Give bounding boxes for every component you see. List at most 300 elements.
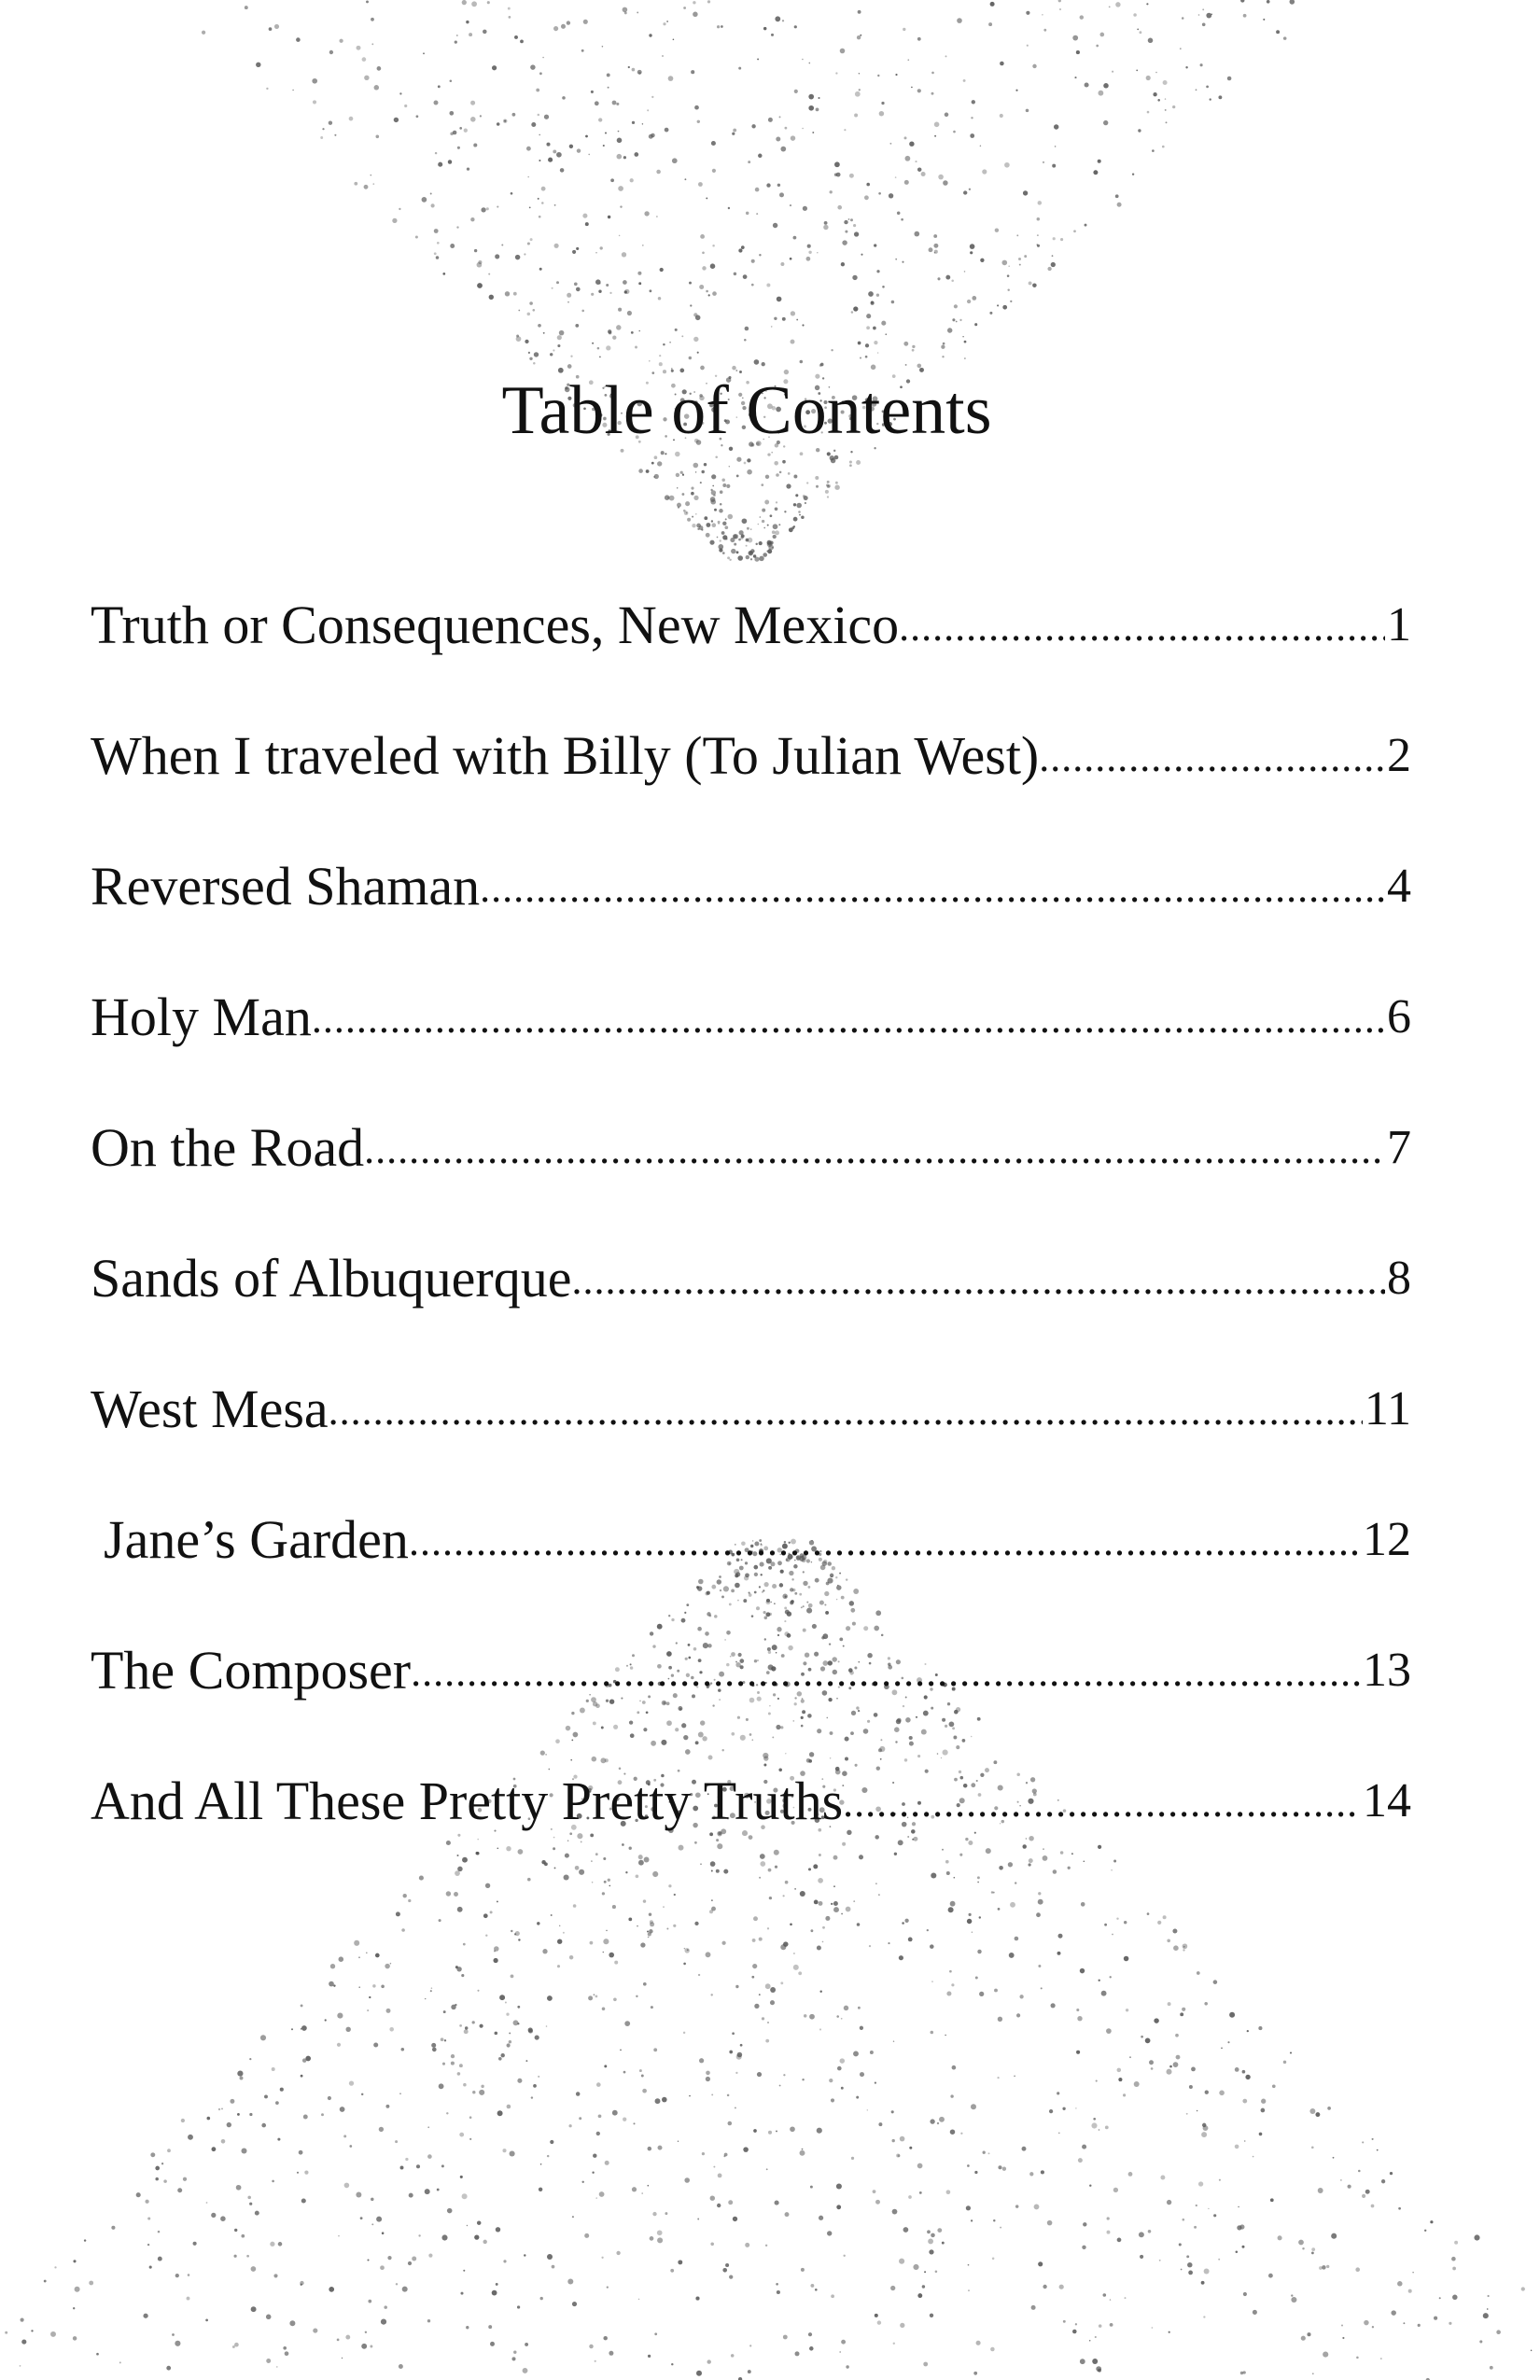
speckle-dot (1036, 1912, 1041, 1917)
speckle-dot (711, 1899, 713, 1901)
speckle-dot (1075, 2323, 1077, 2325)
speckle-dot (1137, 29, 1139, 31)
speckle-dot (477, 1990, 479, 1992)
speckle-dot (877, 352, 879, 354)
speckle-dot (1029, 2172, 1033, 2176)
speckle-dot (728, 2200, 733, 2205)
speckle-dot (479, 2090, 484, 2095)
speckle-dot (582, 214, 587, 218)
speckle-dot (802, 2149, 804, 2150)
speckle-dot (620, 205, 622, 207)
speckle-dot (384, 2305, 387, 2309)
speckle-dot (357, 46, 361, 50)
speckle-dot (706, 197, 707, 199)
speckle-dot (1267, 0, 1270, 4)
speckle-dot (637, 70, 642, 75)
speckle-dot (638, 2299, 640, 2301)
speckle-dot (321, 2113, 324, 2116)
speckle-dot (266, 2359, 271, 2363)
toc-entry[interactable] (91, 1241, 1411, 1372)
speckle-dot (710, 2195, 715, 2200)
speckle-dot (1390, 2172, 1393, 2175)
speckle-dot (1092, 2359, 1098, 2364)
speckle-dot (465, 2026, 468, 2029)
speckle-dot (494, 1946, 499, 1952)
speckle-dot (576, 287, 581, 292)
speckle-dot (770, 1987, 776, 1993)
speckle-dot (909, 141, 914, 146)
speckle-dot (1198, 2181, 1203, 2186)
speckle-dot (869, 1945, 871, 1947)
speckle-dot (656, 170, 661, 175)
speckle-dot (777, 2290, 780, 2294)
speckle-dot (768, 118, 773, 122)
speckle-dot (547, 2155, 549, 2157)
speckle-dot (1026, 11, 1029, 15)
speckle-dot (531, 2096, 533, 2098)
speckle-dot (791, 135, 795, 140)
speckle-dot (595, 1995, 597, 1997)
speckle-dot (205, 2319, 208, 2322)
speckle-dot (1038, 1965, 1041, 1967)
speckle-dot (745, 2243, 749, 2247)
speckle-dot (1160, 2176, 1165, 2180)
speckle-dot (731, 2354, 735, 2358)
speckle-dot (632, 2187, 637, 2191)
speckle-dot (526, 147, 531, 151)
toc-entry[interactable] (91, 1633, 1411, 1764)
speckle-dot (684, 511, 689, 515)
speckle-dot (691, 492, 694, 496)
speckle-dot (193, 2242, 197, 2246)
speckle-dot (802, 324, 804, 326)
speckle-dot (824, 221, 828, 225)
speckle-dot (499, 1995, 505, 2000)
speckle-dot (717, 2204, 721, 2207)
speckle-dot (1145, 2038, 1151, 2044)
speckle-dot (642, 123, 643, 124)
toc-entry[interactable] (91, 719, 1411, 849)
speckle-dot (511, 192, 513, 195)
speckle-dot (572, 250, 576, 254)
speckle-dot (1078, 2158, 1083, 2163)
speckle-dot (712, 485, 714, 487)
speckle-dot (971, 2219, 973, 2221)
speckle-dot (866, 326, 870, 329)
speckle-dot (1022, 2147, 1027, 2151)
speckle-dot (772, 530, 776, 534)
speckle-dot (759, 1994, 761, 1995)
speckle-dot (401, 1928, 405, 1932)
speckle-dot (1180, 2012, 1183, 2016)
speckle-dot (1154, 2018, 1158, 2023)
speckle-dot (937, 277, 940, 280)
speckle-dot (799, 514, 801, 516)
speckle-dot (399, 208, 400, 210)
speckle-dot (856, 2096, 859, 2099)
speckle-dot (653, 2048, 657, 2051)
speckle-dot (329, 1981, 334, 1987)
speckle-dot (588, 1995, 593, 2000)
speckle-dot (394, 118, 399, 122)
speckle-dot (1128, 2172, 1133, 2177)
speckle-dot (776, 137, 780, 142)
speckle-dot (1235, 2145, 1239, 2149)
speckle-dot (339, 1956, 344, 1962)
speckle-dot (891, 301, 895, 304)
speckle-dot (374, 85, 379, 90)
speckle-dot (943, 343, 945, 345)
speckle-dot (509, 2040, 511, 2043)
speckle-dot (371, 2223, 373, 2225)
speckle-dot (1060, 238, 1063, 241)
speckle-dot (775, 530, 779, 535)
speckle-dot (530, 238, 533, 241)
speckle-dot (520, 40, 524, 44)
speckle-dot (652, 2212, 656, 2216)
speckle-dot (888, 1942, 889, 1944)
speckle-dot (467, 2225, 468, 2226)
speckle-dot (817, 252, 818, 253)
speckle-dot (689, 2095, 691, 2097)
speckle-dot (841, 2018, 843, 2020)
speckle-dot (738, 539, 741, 541)
speckle-dot (710, 499, 716, 505)
speckle-dot (707, 2359, 711, 2363)
speckle-dot (971, 2104, 976, 2109)
speckle-dot (1136, 70, 1138, 72)
speckle-dot (409, 2193, 413, 2198)
speckle-dot (1038, 201, 1043, 205)
toc-entry[interactable] (91, 588, 1411, 719)
speckle-dot (525, 2060, 527, 2062)
speckle-dot (1290, 0, 1295, 5)
speckle-dot (945, 113, 949, 118)
speckle-dot (1391, 2310, 1395, 2315)
speckle-dot (1272, 2084, 1276, 2088)
toc-entry[interactable] (91, 1503, 1411, 1633)
speckle-dot (697, 528, 699, 530)
speckle-dot (687, 518, 691, 522)
speckle-dot (1452, 2295, 1458, 2301)
speckle-dot (680, 471, 683, 474)
speckle-dot (1138, 129, 1141, 132)
speckle-dot (683, 1963, 686, 1966)
speckle-dot (899, 1955, 903, 1960)
speckle-dot (849, 464, 852, 467)
speckle-dot (816, 108, 819, 112)
speckle-dot (1311, 2252, 1314, 2255)
toc-entry[interactable] (91, 1111, 1411, 1241)
speckle-dot (1270, 2198, 1274, 2202)
speckle-dot (581, 310, 584, 313)
speckle-dot (1103, 83, 1109, 89)
speckle-dot (1342, 2337, 1344, 2339)
speckle-dot (817, 2128, 822, 2134)
speckle-dot (864, 195, 869, 200)
speckle-dot (1000, 114, 1003, 118)
speckle-dot (289, 2320, 295, 2326)
speckle-dot (784, 511, 786, 512)
speckle-dot (825, 1916, 830, 1921)
speckle-dot (757, 2072, 762, 2077)
speckle-dot (931, 92, 934, 95)
speckle-dot (868, 291, 874, 297)
speckle-dot (712, 291, 717, 296)
speckle-dot (524, 253, 525, 255)
toc-entry[interactable] (91, 1764, 1411, 1895)
speckle-dot (649, 1912, 651, 1915)
speckle-dot (1107, 2217, 1110, 2219)
speckle-dot (389, 2027, 394, 2032)
speckle-dot (758, 524, 759, 525)
speckle-dot (729, 2275, 733, 2278)
speckle-dot (609, 292, 611, 294)
speckle-dot (247, 2196, 251, 2200)
speckle-dot (970, 133, 974, 138)
toc-entry[interactable] (91, 980, 1411, 1111)
speckle-dot (150, 2152, 155, 2157)
speckle-dot (450, 244, 455, 248)
speckle-dot (464, 129, 468, 133)
toc-entry[interactable] (91, 1372, 1411, 1503)
speckle-dot (425, 2189, 430, 2194)
speckle-dot (969, 189, 971, 190)
speckle-dot (998, 1908, 1001, 1911)
speckle-dot (1191, 2066, 1196, 2071)
speckle-dot (1319, 2266, 1323, 2270)
speckle-dot (793, 525, 795, 527)
speckle-dot (766, 283, 770, 287)
speckle-dot (835, 482, 838, 484)
speckle-dot (387, 2256, 391, 2260)
speckle-dot (480, 2024, 483, 2028)
speckle-dot (301, 2075, 303, 2078)
speckle-dot (1165, 98, 1166, 99)
speckle-dot (935, 2271, 938, 2274)
speckle-dot (320, 136, 323, 139)
speckle-dot (1091, 2122, 1097, 2128)
speckle-dot (1095, 2336, 1097, 2338)
speckle-dot (538, 198, 539, 200)
speckle-dot (1187, 2262, 1192, 2267)
speckle-dot (581, 49, 584, 52)
speckle-dot (642, 245, 644, 246)
speckle-dot (738, 248, 742, 252)
speckle-dot (853, 1900, 855, 1902)
speckle-dot (1197, 1971, 1200, 1975)
speckle-dot (765, 2039, 769, 2043)
speckle-dot (1052, 164, 1056, 168)
speckle-dot (1124, 1921, 1127, 1924)
speckle-dot (738, 67, 741, 70)
speckle-dot (1340, 2179, 1342, 2181)
speckle-dot (1179, 2243, 1182, 2246)
speckle-dot (763, 527, 765, 529)
speckle-dot (861, 254, 862, 256)
speckle-dot (802, 2079, 804, 2080)
speckle-dot (562, 96, 566, 100)
speckle-dot (659, 355, 661, 357)
speckle-dot (969, 1913, 972, 1916)
speckle-dot (779, 192, 784, 197)
speckle-dot (672, 158, 678, 163)
speckle-dot (972, 296, 976, 301)
speckle-dot (697, 2219, 699, 2220)
speckle-dot (1210, 98, 1211, 100)
speckle-dot (567, 293, 571, 298)
speckle-dot (256, 63, 260, 67)
speckle-dot (443, 2010, 446, 2013)
speckle-dot (913, 2264, 918, 2270)
speckle-dot (658, 297, 662, 301)
speckle-dot (483, 1913, 488, 1918)
speckle-dot (1175, 2034, 1179, 2037)
speckle-dot (917, 364, 921, 369)
speckle-dot (1166, 121, 1168, 123)
speckle-dot (743, 2147, 749, 2152)
speckle-dot (1051, 2003, 1056, 2008)
speckle-dot (1002, 2167, 1006, 2171)
speckle-dot (721, 25, 723, 28)
speckle-dot (827, 2231, 832, 2235)
speckle-dot (221, 2139, 226, 2144)
speckle-dot (844, 129, 846, 131)
speckle-dot (649, 360, 651, 362)
speckle-dot (1235, 2067, 1239, 2072)
speckle-dot (528, 2027, 533, 2032)
speckle-dot (547, 2254, 553, 2260)
speckle-dot (1227, 2041, 1229, 2043)
speckle-dot (1166, 2069, 1171, 2075)
speckle-dot (895, 176, 897, 178)
speckle-dot (342, 2358, 343, 2359)
speckle-dot (367, 2259, 369, 2261)
speckle-dot (1183, 2219, 1185, 2221)
speckle-dot (377, 66, 382, 71)
speckle-dot (783, 1895, 785, 1897)
speckle-dot (967, 1919, 972, 1924)
speckle-dot (533, 2084, 537, 2088)
speckle-dot (785, 2212, 790, 2217)
speckle-dot (700, 366, 705, 371)
toc-entry-title: Reversed Shaman (91, 856, 481, 917)
speckle-dot (941, 345, 945, 349)
speckle-dot (569, 145, 573, 148)
speckle-dot (492, 2290, 497, 2296)
speckle-dot (1139, 2232, 1144, 2237)
speckle-dot (593, 2153, 596, 2157)
speckle-dot (1062, 2107, 1065, 2110)
speckle-dot (364, 185, 369, 189)
speckle-dot (240, 2077, 244, 2080)
speckle-dot (1041, 2170, 1044, 2174)
speckle-dot (967, 300, 971, 303)
speckle-dot (681, 335, 683, 337)
speckle-dot (1146, 76, 1151, 80)
speckle-dot (496, 2227, 500, 2232)
speckle-dot (1076, 2051, 1080, 2054)
speckle-dot (643, 1982, 647, 1986)
speckle-dot (1205, 2091, 1209, 2094)
speckle-dot (1283, 36, 1287, 40)
speckle-dot (946, 1991, 951, 1995)
speckle-dot (851, 311, 854, 314)
toc-entry[interactable] (91, 849, 1411, 980)
speckle-dot (637, 1925, 638, 1927)
speckle-dot (694, 1922, 698, 1925)
speckle-dot (742, 518, 748, 524)
speckle-dot (609, 331, 612, 335)
speckle-dot (1380, 2358, 1382, 2359)
speckle-dot (802, 128, 804, 130)
speckle-dot (735, 2107, 736, 2108)
speckle-dot (340, 2107, 345, 2112)
speckle-dot (878, 2122, 882, 2126)
speckle-dot (1029, 281, 1032, 285)
speckle-dot (732, 2032, 735, 2035)
speckle-dot (1057, 1952, 1061, 1955)
speckle-dot (516, 336, 522, 342)
toc-entry-title: Jane’s Garden (104, 1509, 409, 1570)
speckle-dot (1202, 2123, 1206, 2127)
speckle-dot (831, 2098, 834, 2102)
speckle-dot (283, 2346, 287, 2350)
speckle-dot (860, 2026, 863, 2030)
speckle-dot (640, 1942, 645, 1947)
speckle-dot (1049, 2109, 1053, 2113)
speckle-dot (136, 2192, 141, 2197)
speckle-dot (531, 122, 536, 127)
speckle-dot (762, 362, 765, 366)
speckle-dot (650, 289, 652, 292)
speckle-dot (1074, 77, 1076, 78)
speckle-dot (546, 2025, 548, 2027)
speckle-dot (778, 524, 780, 525)
speckle-dot (752, 1939, 756, 1942)
speckle-dot (736, 551, 739, 553)
speckle-dot (1168, 2002, 1171, 2006)
speckle-dot (451, 2054, 455, 2058)
speckle-dot (249, 2203, 252, 2205)
speckle-dot (827, 481, 830, 483)
speckle-dot (1123, 2093, 1126, 2096)
speckle-dot (556, 281, 559, 284)
speckle-dot (251, 2306, 257, 2312)
speckle-dot (865, 356, 868, 358)
speckle-dot (1082, 2145, 1086, 2149)
speckle-dot (1002, 305, 1007, 310)
speckle-dot (592, 343, 594, 344)
speckle-dot (430, 1990, 432, 1992)
speckle-dot (1104, 1924, 1107, 1926)
speckle-dot (237, 2113, 240, 2116)
speckle-dot (795, 2351, 800, 2356)
speckle-dot (831, 349, 833, 351)
speckle-dot (485, 1935, 487, 1937)
speckle-dot (1041, 1987, 1043, 1989)
speckle-dot (1371, 2205, 1375, 2208)
speckle-dot (773, 223, 777, 228)
speckle-dot (1268, 2274, 1273, 2278)
speckle-dot (603, 145, 605, 147)
speckle-dot (1240, 0, 1244, 3)
speckle-dot (441, 2037, 444, 2041)
speckle-dot (1133, 13, 1137, 17)
speckle-dot (1032, 283, 1037, 287)
speckle-dot (692, 516, 693, 518)
dot-leader (411, 1633, 1361, 1712)
